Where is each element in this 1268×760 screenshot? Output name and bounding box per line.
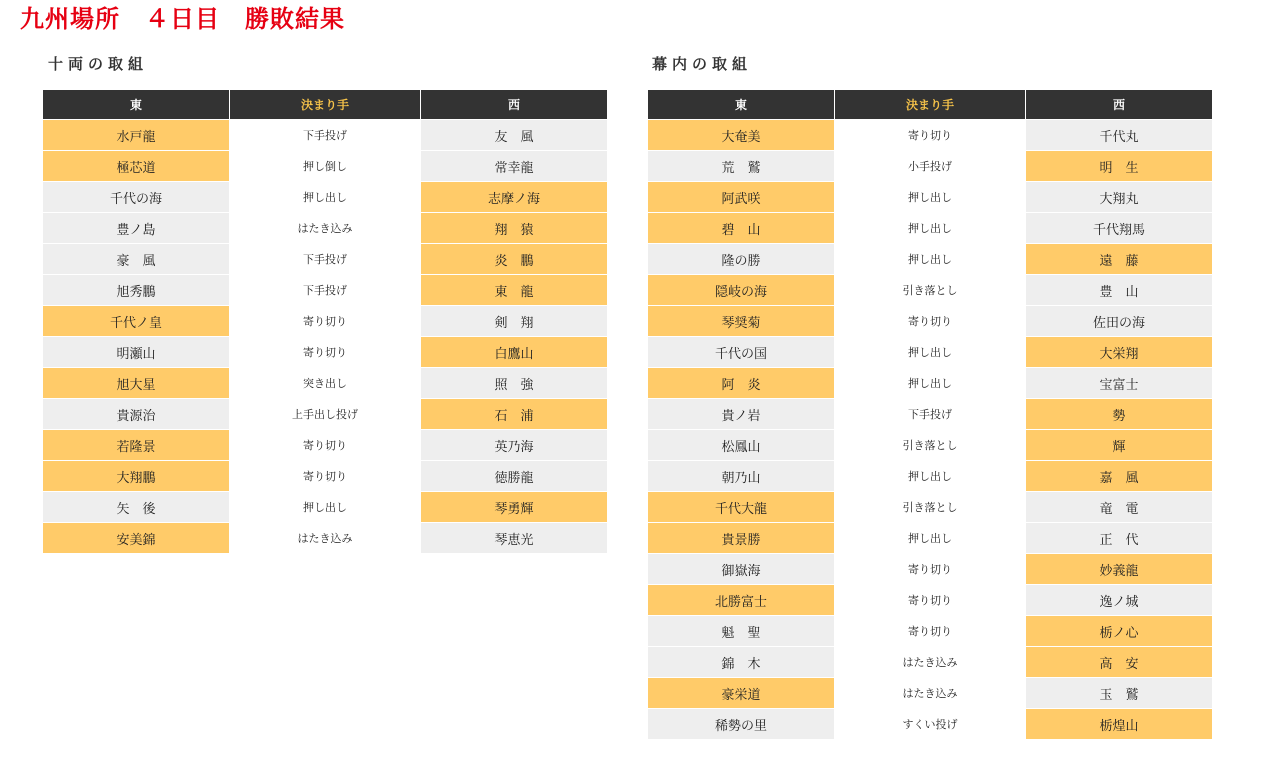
bout-row xyxy=(648,399,1212,429)
west-rikishi: 琴恵光 xyxy=(421,523,607,553)
west-rikishi: 佐田の海 xyxy=(1026,306,1212,336)
kimarite-column-header: 決まり手 xyxy=(230,90,420,119)
kimarite: 寄り切り xyxy=(835,616,1025,646)
kimarite: 下手投げ xyxy=(230,275,420,305)
west-rikishi: 志摩ノ海 xyxy=(421,182,607,212)
east-rikishi: 北勝富士 xyxy=(648,585,834,615)
west-rikishi: 東 龍 xyxy=(421,275,607,305)
kimarite: 引き落とし xyxy=(835,275,1025,305)
kimarite-column-header: 決まり手 xyxy=(835,90,1025,119)
bout-row xyxy=(43,213,607,243)
west-rikishi: 遠 藤 xyxy=(1026,244,1212,274)
bout-row xyxy=(648,461,1212,491)
kimarite: 押し倒し xyxy=(230,151,420,181)
kimarite: はたき込み xyxy=(835,678,1025,708)
west-rikishi: 千代丸 xyxy=(1026,120,1212,150)
east-rikishi: 千代の国 xyxy=(648,337,834,367)
kimarite: 寄り切り xyxy=(835,120,1025,150)
east-rikishi: 碧 山 xyxy=(648,213,834,243)
bout-row xyxy=(648,151,1212,181)
kimarite: 押し出し xyxy=(835,337,1025,367)
west-rikishi: 栃ノ心 xyxy=(1026,616,1212,646)
east-rikishi: 朝乃山 xyxy=(648,461,834,491)
bout-row xyxy=(648,337,1212,367)
west-column-header: 西 xyxy=(1026,90,1212,119)
bout-row xyxy=(648,709,1212,739)
bout-row xyxy=(648,554,1212,584)
bout-row xyxy=(43,368,607,398)
kimarite: 寄り切り xyxy=(230,306,420,336)
bout-row xyxy=(648,368,1212,398)
east-rikishi: 大翔鵬 xyxy=(43,461,229,491)
kimarite: 突き出し xyxy=(230,368,420,398)
kimarite: 寄り切り xyxy=(835,306,1025,336)
west-rikishi: 徳勝龍 xyxy=(421,461,607,491)
bout-row xyxy=(43,182,607,212)
kimarite: 引き落とし xyxy=(835,492,1025,522)
east-rikishi: 若隆景 xyxy=(43,430,229,460)
bout-row xyxy=(43,430,607,460)
kimarite: はたき込み xyxy=(230,523,420,553)
bout-row xyxy=(43,120,607,150)
bout-row xyxy=(43,337,607,367)
west-column-header: 西 xyxy=(421,90,607,119)
east-rikishi: 千代ノ皇 xyxy=(43,306,229,336)
kimarite: 押し出し xyxy=(230,492,420,522)
west-rikishi: 宝富士 xyxy=(1026,368,1212,398)
bout-row xyxy=(648,182,1212,212)
west-rikishi: 玉 鷲 xyxy=(1026,678,1212,708)
bout-row xyxy=(648,430,1212,460)
makuuchi-bouts-table xyxy=(647,89,1213,740)
bout-row xyxy=(648,120,1212,150)
bout-row xyxy=(648,585,1212,615)
east-rikishi: 旭大星 xyxy=(43,368,229,398)
kimarite: 寄り切り xyxy=(835,554,1025,584)
kimarite: はたき込み xyxy=(835,647,1025,677)
east-rikishi: 稀勢の里 xyxy=(648,709,834,739)
west-rikishi: 輝 xyxy=(1026,430,1212,460)
east-rikishi: 豊ノ島 xyxy=(43,213,229,243)
bout-row xyxy=(648,523,1212,553)
west-rikishi: 照 強 xyxy=(421,368,607,398)
bout-row xyxy=(43,399,607,429)
east-rikishi: 豪栄道 xyxy=(648,678,834,708)
kimarite: 下手投げ xyxy=(835,399,1025,429)
west-rikishi: 大翔丸 xyxy=(1026,182,1212,212)
east-rikishi: 錦 木 xyxy=(648,647,834,677)
east-rikishi: 水戸龍 xyxy=(43,120,229,150)
kimarite: 押し出し xyxy=(835,213,1025,243)
west-rikishi: 大栄翔 xyxy=(1026,337,1212,367)
bout-row xyxy=(648,213,1212,243)
east-rikishi: 貴源治 xyxy=(43,399,229,429)
kimarite: 押し出し xyxy=(835,244,1025,274)
bout-row xyxy=(43,523,607,553)
west-rikishi: 千代翔馬 xyxy=(1026,213,1212,243)
bout-row xyxy=(648,492,1212,522)
kimarite: 寄り切り xyxy=(230,430,420,460)
kimarite: すくい投げ xyxy=(835,709,1025,739)
bout-row xyxy=(43,244,607,274)
east-rikishi: 矢 後 xyxy=(43,492,229,522)
bout-row xyxy=(648,306,1212,336)
juryo-section-title: 十両の取組 xyxy=(48,55,149,73)
west-rikishi: 翔 猿 xyxy=(421,213,607,243)
west-rikishi: 正 代 xyxy=(1026,523,1212,553)
east-rikishi: 松鳳山 xyxy=(648,430,834,460)
bout-row xyxy=(43,151,607,181)
juryo-bouts-body xyxy=(43,120,607,553)
west-rikishi: 嘉 風 xyxy=(1026,461,1212,491)
page-title: 九州場所 ４日目 勝敗結果 xyxy=(20,5,345,33)
bout-row xyxy=(648,244,1212,274)
east-rikishi: 阿 炎 xyxy=(648,368,834,398)
west-rikishi: 英乃海 xyxy=(421,430,607,460)
bout-row xyxy=(648,647,1212,677)
west-rikishi: 炎 鵬 xyxy=(421,244,607,274)
east-rikishi: 隆の勝 xyxy=(648,244,834,274)
table-header-row xyxy=(43,90,607,119)
east-rikishi: 荒 鷲 xyxy=(648,151,834,181)
east-column-header: 東 xyxy=(648,90,834,119)
west-rikishi: 白鷹山 xyxy=(421,337,607,367)
bout-row xyxy=(648,616,1212,646)
east-rikishi: 琴奨菊 xyxy=(648,306,834,336)
kimarite: 寄り切り xyxy=(230,461,420,491)
east-rikishi: 安美錦 xyxy=(43,523,229,553)
juryo-bouts-table xyxy=(42,89,608,554)
bout-row xyxy=(648,275,1212,305)
east-rikishi: 阿武咲 xyxy=(648,182,834,212)
west-rikishi: 明 生 xyxy=(1026,151,1212,181)
east-rikishi: 貴ノ岩 xyxy=(648,399,834,429)
kimarite: 押し出し xyxy=(835,461,1025,491)
kimarite: 押し出し xyxy=(835,523,1025,553)
west-rikishi: 常幸龍 xyxy=(421,151,607,181)
west-rikishi: 高 安 xyxy=(1026,647,1212,677)
west-rikishi: 勢 xyxy=(1026,399,1212,429)
east-rikishi: 豪 風 xyxy=(43,244,229,274)
east-rikishi: 極芯道 xyxy=(43,151,229,181)
bout-row xyxy=(648,678,1212,708)
bout-row xyxy=(43,306,607,336)
west-rikishi: 竜 電 xyxy=(1026,492,1212,522)
bout-row xyxy=(43,461,607,491)
west-rikishi: 琴勇輝 xyxy=(421,492,607,522)
kimarite: 上手出し投げ xyxy=(230,399,420,429)
west-rikishi: 友 風 xyxy=(421,120,607,150)
west-rikishi: 栃煌山 xyxy=(1026,709,1212,739)
east-column-header: 東 xyxy=(43,90,229,119)
west-rikishi: 剣 翔 xyxy=(421,306,607,336)
kimarite: 引き落とし xyxy=(835,430,1025,460)
east-rikishi: 御嶽海 xyxy=(648,554,834,584)
kimarite: 押し出し xyxy=(835,182,1025,212)
east-rikishi: 千代大龍 xyxy=(648,492,834,522)
west-rikishi: 石 浦 xyxy=(421,399,607,429)
table-header-row xyxy=(648,90,1212,119)
east-rikishi: 貴景勝 xyxy=(648,523,834,553)
east-rikishi: 魁 聖 xyxy=(648,616,834,646)
west-rikishi: 妙義龍 xyxy=(1026,554,1212,584)
bout-row xyxy=(43,275,607,305)
makuuchi-bouts-body xyxy=(648,120,1212,739)
bout-row xyxy=(43,492,607,522)
east-rikishi: 千代の海 xyxy=(43,182,229,212)
west-rikishi: 豊 山 xyxy=(1026,275,1212,305)
east-rikishi: 大奄美 xyxy=(648,120,834,150)
east-rikishi: 旭秀鵬 xyxy=(43,275,229,305)
kimarite: 押し出し xyxy=(835,368,1025,398)
kimarite: 下手投げ xyxy=(230,120,420,150)
east-rikishi: 明瀬山 xyxy=(43,337,229,367)
east-rikishi: 隠岐の海 xyxy=(648,275,834,305)
kimarite: 寄り切り xyxy=(230,337,420,367)
makuuchi-section-title: 幕内の取組 xyxy=(652,55,753,73)
kimarite: 小手投げ xyxy=(835,151,1025,181)
kimarite: 下手投げ xyxy=(230,244,420,274)
kimarite: 押し出し xyxy=(230,182,420,212)
kimarite: 寄り切り xyxy=(835,585,1025,615)
west-rikishi: 逸ノ城 xyxy=(1026,585,1212,615)
kimarite: はたき込み xyxy=(230,213,420,243)
